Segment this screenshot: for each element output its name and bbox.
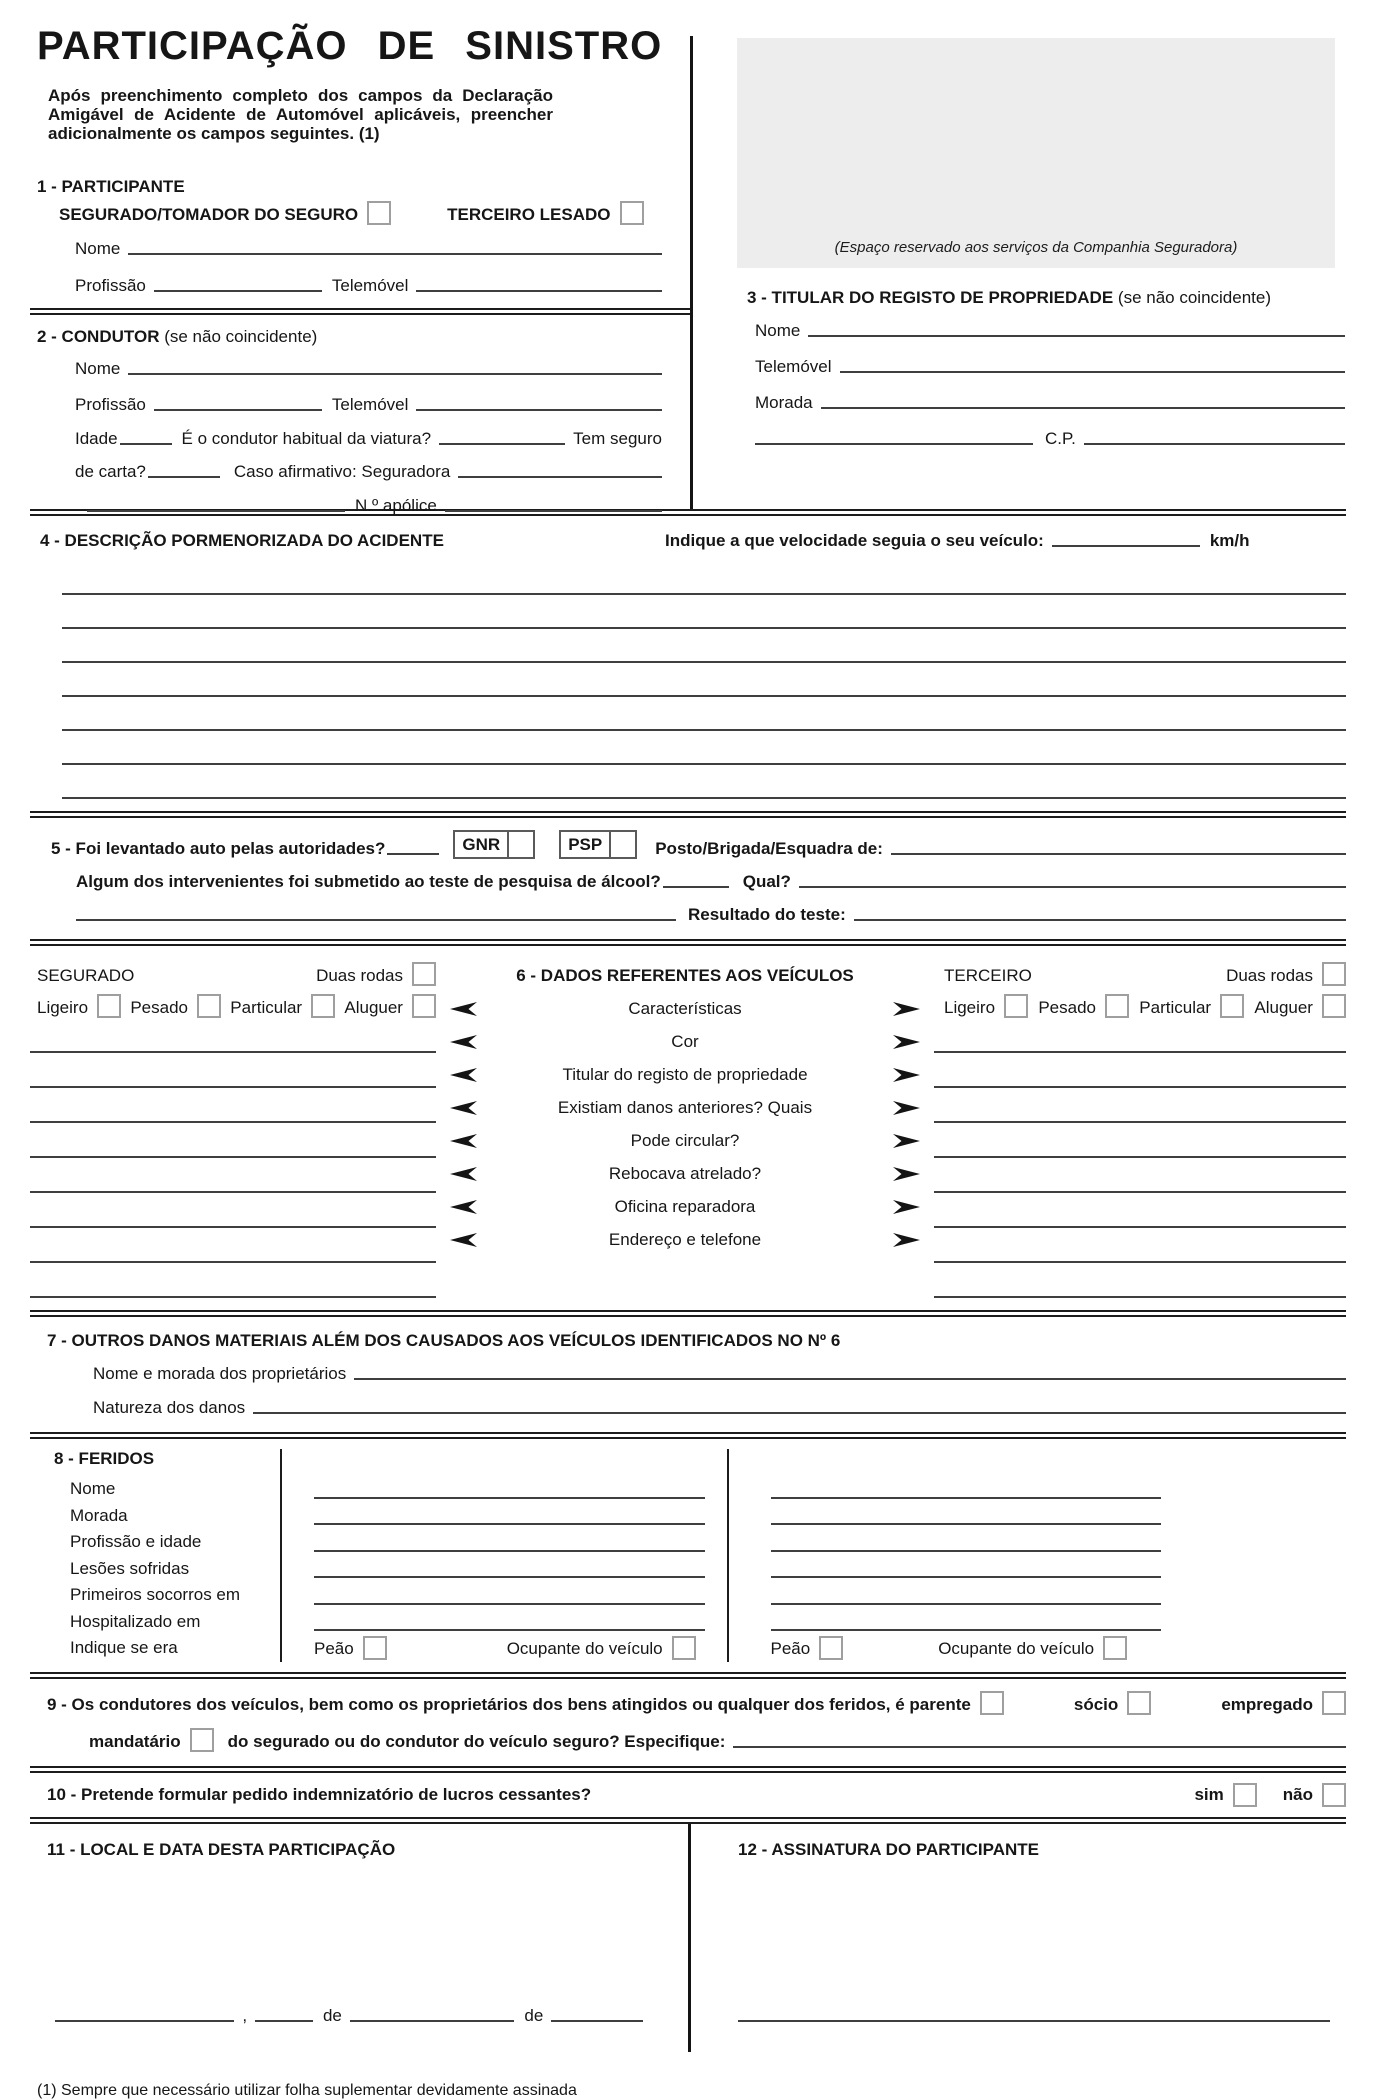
third-party-vehicle-line[interactable] (934, 1053, 1346, 1088)
third-party-rental-checkbox[interactable] (1322, 994, 1346, 1018)
section6-title: 6 - DADOS REFERENTES AOS VEÍCULOS (516, 966, 854, 985)
insurer-line-continued[interactable] (87, 510, 345, 512)
speed-unit-label: km/h (1209, 531, 1250, 550)
driver-phone-label: Telemóvel (331, 395, 409, 414)
third-party-vehicle-line[interactable] (934, 1193, 1346, 1228)
test-result-line[interactable] (854, 919, 1346, 921)
insured-vehicle-line[interactable] (30, 1123, 436, 1158)
section3-title: 3 - TITULAR DO REGISTO DE PROPRIEDADE (747, 288, 1114, 307)
section8 (30, 1439, 1346, 1662)
vehicle-row-label: Características (628, 999, 742, 1018)
owner-address-label: Morada (755, 393, 813, 412)
driver-profession-label: Profissão (75, 395, 146, 414)
insured-heavy-checkbox[interactable] (197, 994, 221, 1018)
insured-rental-checkbox[interactable] (412, 994, 436, 1018)
arrow-left-icon (450, 1002, 477, 1016)
specify-line[interactable] (733, 1746, 1346, 1748)
place-date-row (55, 2005, 643, 2026)
gnr-checkbox[interactable] (507, 832, 533, 857)
section11-top-separator (30, 1817, 1346, 1824)
agent-label: mandatário (89, 1731, 181, 1751)
section6-top-separator (30, 939, 1346, 946)
injured2-line[interactable] (771, 1629, 1162, 1631)
injured1-line[interactable] (314, 1603, 705, 1605)
relationship-question-line2: do segurado ou do condutor do veículo seguro? Especifique: (227, 1731, 726, 1751)
gnr-box (453, 830, 535, 859)
habitual-driver-line[interactable] (439, 443, 565, 445)
section1 (37, 177, 662, 296)
intro-text: Após preenchimento completo dos campos da Declaração Amigável de Acidente de Automóvel aplicáveis, preencher adicionalmente os campos seguintes. (1) (48, 86, 553, 143)
owners-name-address-line[interactable] (354, 1378, 1346, 1380)
insured-vehicle-line[interactable] (30, 1228, 436, 1263)
owner-phone-line[interactable] (840, 371, 1345, 373)
insured-heavy-label: Pesado (130, 998, 188, 1017)
arrow-left-icon (450, 1167, 477, 1181)
participant-profession-line[interactable] (154, 290, 322, 292)
participant-phone-label: Telemóvel (331, 276, 409, 295)
injured1-pedestrian-checkbox[interactable] (363, 1636, 387, 1660)
police-report-line[interactable] (387, 853, 439, 855)
description-line[interactable] (62, 629, 1346, 663)
section9 (47, 1691, 1346, 1752)
third-party-vehicle-line[interactable] (934, 1158, 1346, 1193)
partner-label: sócio (1073, 1694, 1119, 1714)
insured-rental-label: Aluguer (344, 998, 403, 1017)
third-party-vehicle-line[interactable] (934, 1228, 1346, 1263)
injured-row-label: Profissão e idade (70, 1532, 202, 1551)
footnote: (1) Sempre que necessário utilizar folha suplementar devidamente assinada (37, 2081, 577, 2099)
driver-profession-line[interactable] (154, 409, 322, 411)
description-line[interactable] (62, 697, 1346, 731)
participant-phone-line[interactable] (416, 290, 662, 292)
vehicle-row-label: Rebocava atrelado? (608, 1164, 762, 1183)
section3-title-note: (se não coincidente) (1117, 288, 1271, 307)
alcohol-test-question: Algum dos intervenientes foi submetido ao teste de pesquisa de álcool? (76, 872, 661, 891)
insured-two-wheels-label: Duas rodas (316, 966, 403, 985)
lost-profits-question: 10 - Pretende formular pedido indemnizatório de lucros cessantes? (47, 1785, 592, 1804)
third-party-rental-label: Aluguer (1254, 998, 1313, 1017)
arrow-right-icon (893, 1035, 920, 1049)
arrow-right-icon (893, 1167, 920, 1181)
postal-code-label: C.P. (1045, 429, 1076, 448)
participant-name-label: Nome (75, 239, 121, 258)
arrow-right-icon (893, 1233, 920, 1247)
description-line[interactable] (62, 561, 1346, 595)
injured-person2-column (729, 1449, 1347, 1662)
no-checkbox[interactable] (1322, 1783, 1346, 1807)
accident-description-area (62, 561, 1346, 799)
section7-top-separator (30, 1310, 1346, 1317)
injured-row-label: Primeiros socorros em (70, 1585, 241, 1604)
license-insurance-line[interactable] (148, 476, 220, 478)
injured-row-label: Indique se era (70, 1638, 178, 1657)
section1-title: 1 - PARTICIPANTE (37, 177, 185, 196)
injured2-line[interactable] (771, 1497, 1162, 1499)
section12-title: 12 - ASSINATURA DO PARTICIPANTE (738, 1839, 1039, 1859)
date-de1-label: de (322, 2005, 342, 2025)
postal-code-line[interactable] (1084, 443, 1345, 445)
date-comma: , (242, 2005, 248, 2025)
third-party-column-header: TERCEIRO (944, 966, 1032, 985)
psp-checkbox[interactable] (609, 832, 635, 857)
insured-vehicle-column (30, 960, 436, 1298)
owner-phone-label: Telemóvel (755, 357, 832, 376)
no-label: não (1282, 1785, 1313, 1804)
injured2-occupant-label: Ocupante do veículo (938, 1638, 1095, 1658)
third-party-private-label: Particular (1139, 998, 1212, 1017)
year-line[interactable] (551, 2020, 643, 2022)
has-license-insurance-label-1: Tem seguro (573, 429, 662, 448)
section2-title-note: (se não coincidente) (164, 327, 318, 346)
insurer-reserved-box (737, 38, 1335, 268)
arrow-right-icon (893, 1002, 920, 1016)
vehicle-row-label: Endereço e telefone (608, 1230, 762, 1249)
driver-age-line[interactable] (120, 443, 172, 445)
alcohol-test-line[interactable] (663, 886, 729, 888)
injured-labels-column (30, 1449, 280, 1662)
relative-checkbox[interactable] (980, 1691, 1004, 1715)
owner-address-line[interactable] (821, 407, 1345, 409)
driver-phone-line[interactable] (416, 409, 662, 411)
damage-nature-label: Natureza dos danos (93, 1398, 246, 1417)
yes-checkbox[interactable] (1233, 1783, 1257, 1807)
injured1-line[interactable] (314, 1629, 705, 1631)
alcohol-extra-line[interactable] (76, 919, 676, 921)
month-line[interactable] (350, 2020, 514, 2022)
arrow-right-icon (893, 1200, 920, 1214)
owner-address-line-continued[interactable] (755, 443, 1033, 445)
insured-vehicle-line[interactable] (30, 1158, 436, 1193)
damage-nature-line[interactable] (253, 1412, 1346, 1414)
injured2-occupant-checkbox[interactable] (1103, 1636, 1127, 1660)
insured-policyholder-label: SEGURADO/TOMADOR DO SEGURO (59, 205, 359, 224)
third-party-vehicle-line[interactable] (934, 1263, 1346, 1298)
vehicle-row-label: Titular do registo de propriedade (562, 1065, 808, 1084)
section2-title: 2 - CONDUTOR (37, 327, 160, 346)
third-party-vehicle-line[interactable] (934, 1088, 1346, 1123)
injured2-pedestrian-label: Peão (770, 1638, 811, 1658)
insurer-reserved-caption: (Espaço reservado aos serviços da Companhia Seguradora) (834, 239, 1238, 256)
place-line[interactable] (55, 2020, 234, 2022)
speed-label: Indique a que velocidade seguia o seu veículo: (665, 531, 1044, 550)
injured1-line[interactable] (314, 1523, 705, 1525)
injured1-occupant-label: Ocupante do veículo (506, 1638, 663, 1658)
insurer-line[interactable] (458, 476, 662, 478)
vehicle-row-label: Existiam danos anteriores? Quais (557, 1098, 813, 1117)
third-party-two-wheels-checkbox[interactable] (1322, 962, 1346, 986)
third-party-light-label: Ligeiro (944, 998, 996, 1017)
driver-name-line[interactable] (128, 373, 662, 375)
section10 (30, 1773, 1346, 1817)
arrow-right-icon (893, 1134, 920, 1148)
partner-checkbox[interactable] (1127, 1691, 1151, 1715)
section6 (30, 960, 1346, 1298)
arrow-left-icon (450, 1035, 477, 1049)
vehicle-row-label: Pode circular? (630, 1131, 740, 1150)
section4-header (40, 530, 1346, 551)
insured-light-label: Ligeiro (37, 998, 89, 1017)
section7-title: 7 - OUTROS DANOS MATERIAIS ALÉM DOS CAUSADOS AOS VEÍCULOS IDENTIFICADOS NO Nº 6 (47, 1331, 841, 1350)
injured-row-label: Nome (70, 1479, 116, 1498)
relationship-question-line1: 9 - Os condutores dos veículos, bem como os proprietários dos bens atingidos ou qualquer dos feridos, é parente (47, 1694, 971, 1714)
arrow-left-icon (450, 1134, 477, 1148)
injured2-pedestrian-checkbox[interactable] (819, 1636, 843, 1660)
driver-age-label: Idade (75, 429, 118, 448)
insured-vehicle-line[interactable] (30, 1053, 436, 1088)
insured-two-wheels-checkbox[interactable] (412, 962, 436, 986)
vehicle-row-label: Cor (671, 1032, 699, 1051)
insured-vehicle-line[interactable] (30, 1193, 436, 1228)
speed-line[interactable] (1052, 545, 1200, 547)
insured-private-label: Particular (230, 998, 303, 1017)
insured-light-checkbox[interactable] (97, 994, 121, 1018)
which-test-line[interactable] (799, 886, 1346, 888)
arrow-left-icon (450, 1101, 477, 1115)
section11 (30, 1824, 688, 2052)
post-brigade-label: Posto/Brigada/Esquadra de: (655, 839, 883, 858)
injured1-occupant-checkbox[interactable] (672, 1636, 696, 1660)
injured-person1-column (282, 1449, 727, 1662)
arrow-left-icon (450, 1233, 477, 1247)
section3 (747, 288, 1345, 449)
section8-title: 8 - FERIDOS (54, 1449, 155, 1468)
top-left-column (0, 0, 690, 516)
signature-row (738, 2020, 1330, 2026)
description-line[interactable] (62, 731, 1346, 765)
description-line[interactable] (62, 765, 1346, 799)
post-brigade-line[interactable] (891, 853, 1346, 855)
injured-row-label: Morada (70, 1505, 128, 1525)
injured2-line[interactable] (771, 1603, 1162, 1605)
insured-vehicle-line[interactable] (30, 1088, 436, 1123)
third-party-vehicle-column (934, 960, 1346, 1298)
psp-box (559, 830, 637, 859)
employee-label: empregado (1221, 1694, 1313, 1714)
section11-title: 11 - LOCAL E DATA DESTA PARTICIPAÇÃO (47, 1839, 396, 1859)
section2 (37, 327, 662, 516)
agent-checkbox[interactable] (190, 1728, 214, 1752)
psp-label: PSP (568, 835, 603, 854)
section5-top-separator (30, 811, 1346, 818)
owners-name-address-label: Nome e morada dos proprietários (93, 1364, 347, 1383)
injured1-line[interactable] (314, 1497, 705, 1499)
test-result-label: Resultado do teste: (688, 905, 846, 924)
policy-number-line[interactable] (445, 510, 662, 512)
third-party-private-checkbox[interactable] (1220, 994, 1244, 1018)
description-line[interactable] (62, 663, 1346, 697)
injured2-line[interactable] (771, 1576, 1162, 1578)
section11-12 (30, 1824, 1346, 2052)
has-license-insurance-label-2: de carta? (75, 462, 146, 481)
injured2-line[interactable] (771, 1523, 1162, 1525)
injured-row-label: Hospitalizado em (70, 1611, 201, 1631)
yes-label: sim (1194, 1785, 1224, 1804)
vehicle-row-label: Oficina reparadora (614, 1197, 756, 1216)
insured-private-checkbox[interactable] (311, 994, 335, 1018)
arrow-right-icon (893, 1101, 920, 1115)
owner-name-line[interactable] (808, 335, 1345, 337)
section4-title: 4 - DESCRIÇÃO PORMENORIZADA DO ACIDENTE (40, 531, 444, 550)
third-party-light-checkbox[interactable] (1004, 994, 1028, 1018)
injured2-line[interactable] (771, 1550, 1162, 1552)
section7 (47, 1331, 1346, 1418)
third-party-two-wheels-label: Duas rodas (1226, 966, 1313, 985)
if-affirmative-insurer-label: Caso afirmativo: Seguradora (233, 462, 451, 481)
injured1-pedestrian-label: Peão (314, 1638, 354, 1658)
third-party-injured-label: TERCEIRO LESADO (447, 205, 611, 224)
page-title: PARTICIPAÇÃO DE SINISTRO (37, 24, 663, 68)
injured-row-label: Lesões sofridas (70, 1558, 190, 1578)
vehicle-data-labels-column (436, 960, 934, 1298)
third-party-injured-checkbox[interactable] (620, 201, 644, 225)
driver-name-label: Nome (75, 359, 121, 378)
participant-profession-label: Profissão (75, 276, 146, 295)
date-de2-label: de (524, 2005, 544, 2025)
third-party-vehicle-line[interactable] (934, 1018, 1346, 1053)
description-line[interactable] (62, 595, 1346, 629)
section12 (691, 1824, 1346, 2052)
injured1-line[interactable] (314, 1550, 705, 1552)
insured-vehicle-line[interactable] (30, 1018, 436, 1053)
top-right-column (693, 0, 1376, 449)
employee-checkbox[interactable] (1322, 1691, 1346, 1715)
which-test-label: Qual? (742, 872, 791, 891)
section9-top-separator (30, 1672, 1346, 1679)
policy-number-label: N.º apólice (355, 496, 437, 515)
day-line[interactable] (255, 2020, 313, 2022)
police-report-question: 5 - Foi levantado auto pelas autoridades? (51, 839, 386, 858)
injured1-line[interactable] (314, 1576, 705, 1578)
third-party-vehicle-line[interactable] (934, 1123, 1346, 1158)
insured-policyholder-checkbox[interactable] (367, 201, 391, 225)
section1-separator (30, 308, 690, 315)
top-section (0, 0, 1376, 515)
section5 (51, 830, 1346, 925)
insured-column-header: SEGURADO (37, 966, 135, 985)
participant-name-line[interactable] (128, 253, 662, 255)
third-party-heavy-label: Pesado (1038, 998, 1096, 1017)
gnr-label: GNR (462, 835, 501, 854)
insured-vehicle-line[interactable] (30, 1263, 436, 1298)
arrow-right-icon (893, 1068, 920, 1082)
third-party-heavy-checkbox[interactable] (1105, 994, 1129, 1018)
section10-top-separator (30, 1766, 1346, 1773)
owner-name-label: Nome (755, 321, 801, 340)
arrow-left-icon (450, 1200, 477, 1214)
arrow-left-icon (450, 1068, 477, 1082)
signature-line[interactable] (738, 2020, 1330, 2022)
section8-top-separator (30, 1432, 1346, 1439)
habitual-driver-label: É o condutor habitual da viatura? (181, 429, 432, 448)
